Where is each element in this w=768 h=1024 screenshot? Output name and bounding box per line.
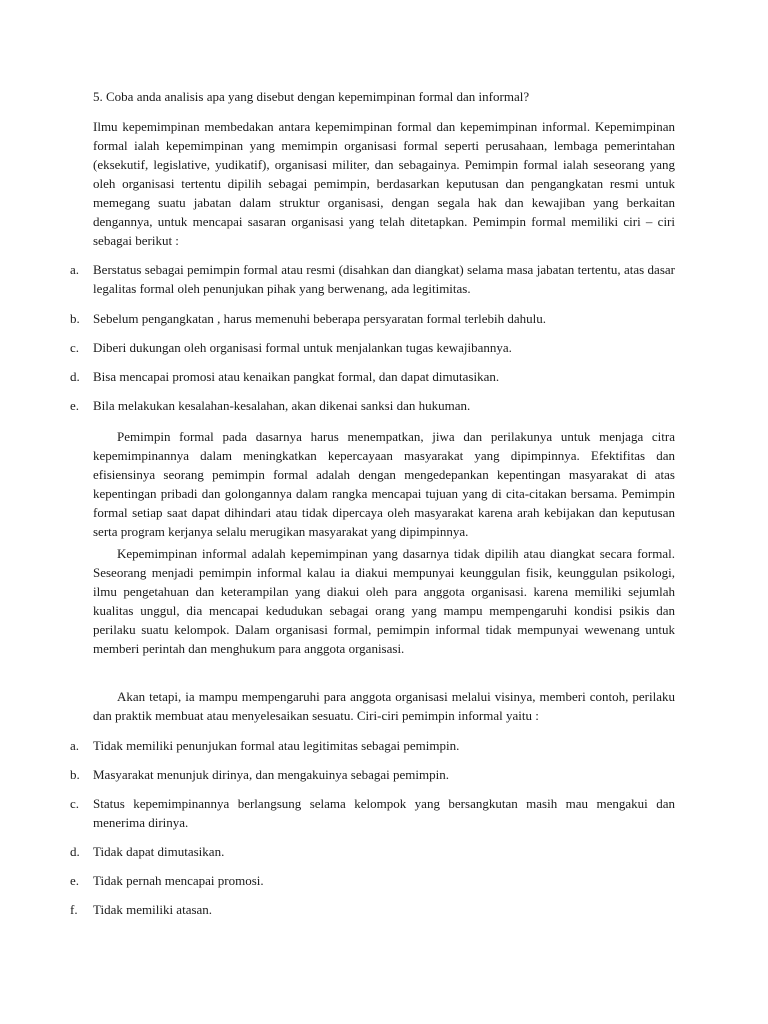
formal-trait-e xyxy=(70,396,675,415)
intro-paragraph: Ilmu kepemimpinan membedakan antara kepemimpinan formal dan kepemimpinan informal. Kepemimpinan formal ialah kepemimpinan yang memimpin organisasi formal seperti perusahaan, lembaga pemerintahan (eksekutif, legislative, yudikatif), organisasi militer, dan sebagainya. Pemimpin formal ialah seseorang yang oleh organisasi tertentu dipilih sebagai pemimpin, berdasarkan keputusan dan pengangkatan resmi untuk memegang suatu jabatan dalam struktur organisasi, dengan segala hak dan kewajiban yang berkaitan dengannya, untuk mencapai sasaran organisasi yang telah ditetapkan. Pemimpin formal memiliki ciri – ciri sebagai berikut : xyxy=(93,119,675,248)
list-item-text: Bila melakukan kesalahan-kesalahan, akan dikenai sanksi dan hukuman. xyxy=(93,398,471,413)
list-marker: e. xyxy=(70,398,80,413)
formal-trait-b xyxy=(70,309,675,328)
list-item-text: Tidak dapat dimutasikan. xyxy=(93,844,225,859)
informal-influence-paragraph: Akan tetapi, ia mampu mempengaruhi para anggota organisasi melalui visinya, memberi contoh, perilaku dan praktik membuat atau menyelesaikan sesuatu. Ciri-ciri pemimpin informal yaitu : xyxy=(93,689,675,723)
list-item-text: Status kepemimpinannya berlangsung selama kelompok yang bersangkutan masih mau mengakui dan menerima dirinya. xyxy=(93,796,675,830)
list-marker: e. xyxy=(70,873,80,888)
list-marker: c. xyxy=(70,340,80,355)
question-heading: 5. Coba anda analisis apa yang disebut dengan kepemimpinan formal dan informal? xyxy=(93,89,530,104)
informal-trait-b xyxy=(70,765,675,784)
list-marker: b. xyxy=(70,311,80,326)
formal-trait-c xyxy=(70,338,675,357)
informal-trait-f xyxy=(70,900,675,919)
list-marker: d. xyxy=(70,369,80,384)
list-marker: d. xyxy=(70,844,80,859)
list-marker: c. xyxy=(70,796,80,811)
list-item-text: Tidak pernah mencapai promosi. xyxy=(93,873,264,888)
list-marker: b. xyxy=(70,767,80,782)
informal-leadership-paragraph: Kepemimpinan informal adalah kepemimpinan yang dasarnya tidak dipilih atau diangkat secara formal. Seseorang menjadi pemimpin informal kalau ia diakui mempunyai keunggulan fisik, keunggulan psikologi, ilmu pengetahuan dan keterampilan yang diakui oleh para anggota organisasi. karena memiliki sejumlah kualitas unggul, dia mencapai kedudukan sebagai orang yang mampu mempengaruhi kondisi psikis dan perilaku suatu kelompok. Dalam organisasi formal, pemimpin informal tidak mempunyai wewenang untuk memberi perintah dan menghukum para anggota organisasi. xyxy=(93,546,675,656)
list-item-text: Diberi dukungan oleh organisasi formal untuk menjalankan tugas kewajibannya. xyxy=(93,340,512,355)
informal-trait-d xyxy=(70,842,675,861)
list-marker: f. xyxy=(70,902,78,917)
list-item-text: Berstatus sebagai pemimpin formal atau resmi (disahkan dan diangkat) selama masa jabatan tertentu, atas dasar legalitas formal oleh penunjukan pihak yang berwenang, ada legitimitas. xyxy=(93,262,675,296)
list-marker: a. xyxy=(70,262,80,277)
list-item-text: Sebelum pengangkatan , harus memenuhi beberapa persyaratan formal terlebih dahulu. xyxy=(93,311,547,326)
informal-trait-e xyxy=(70,871,675,890)
formal-trait-d xyxy=(70,367,675,386)
list-item-text: Tidak memiliki penunjukan formal atau legitimitas sebagai pemimpin. xyxy=(93,738,460,753)
informal-trait-a xyxy=(70,736,675,755)
formal-leader-paragraph: Pemimpin formal pada dasarnya harus menempatkan, jiwa dan perilakunya untuk menjaga citra kepemimpinannya dalam meningkatkan kepercayaan masyarakat yang dipimpinnya. Efektifitas dan efisiensinya seorang pemimpin formal adalah dengan mengedepankan kepentingan masyarakat di atas kepentingan pribadi dan golongannya dalam rangka mencapai tujuan yang di cita-citakan bersama. Pemimpin formal setiap saat dapat dihindari atau tidak dipercaya oleh masyarakat karena arah kebijakan dan keputusan serta program kerjanya selalu merugikan masyarakat yang dipimpinnya. xyxy=(93,429,675,539)
informal-trait-c xyxy=(70,794,675,832)
formal-trait-a xyxy=(70,260,675,298)
list-item-text: Bisa mencapai promosi atau kenaikan pangkat formal, dan dapat dimutasikan. xyxy=(93,369,500,384)
list-item-text: Masyarakat menunjuk dirinya, dan mengakuinya sebagai pemimpin. xyxy=(93,767,449,782)
list-item-text: Tidak memiliki atasan. xyxy=(93,902,213,917)
list-marker: a. xyxy=(70,738,80,753)
